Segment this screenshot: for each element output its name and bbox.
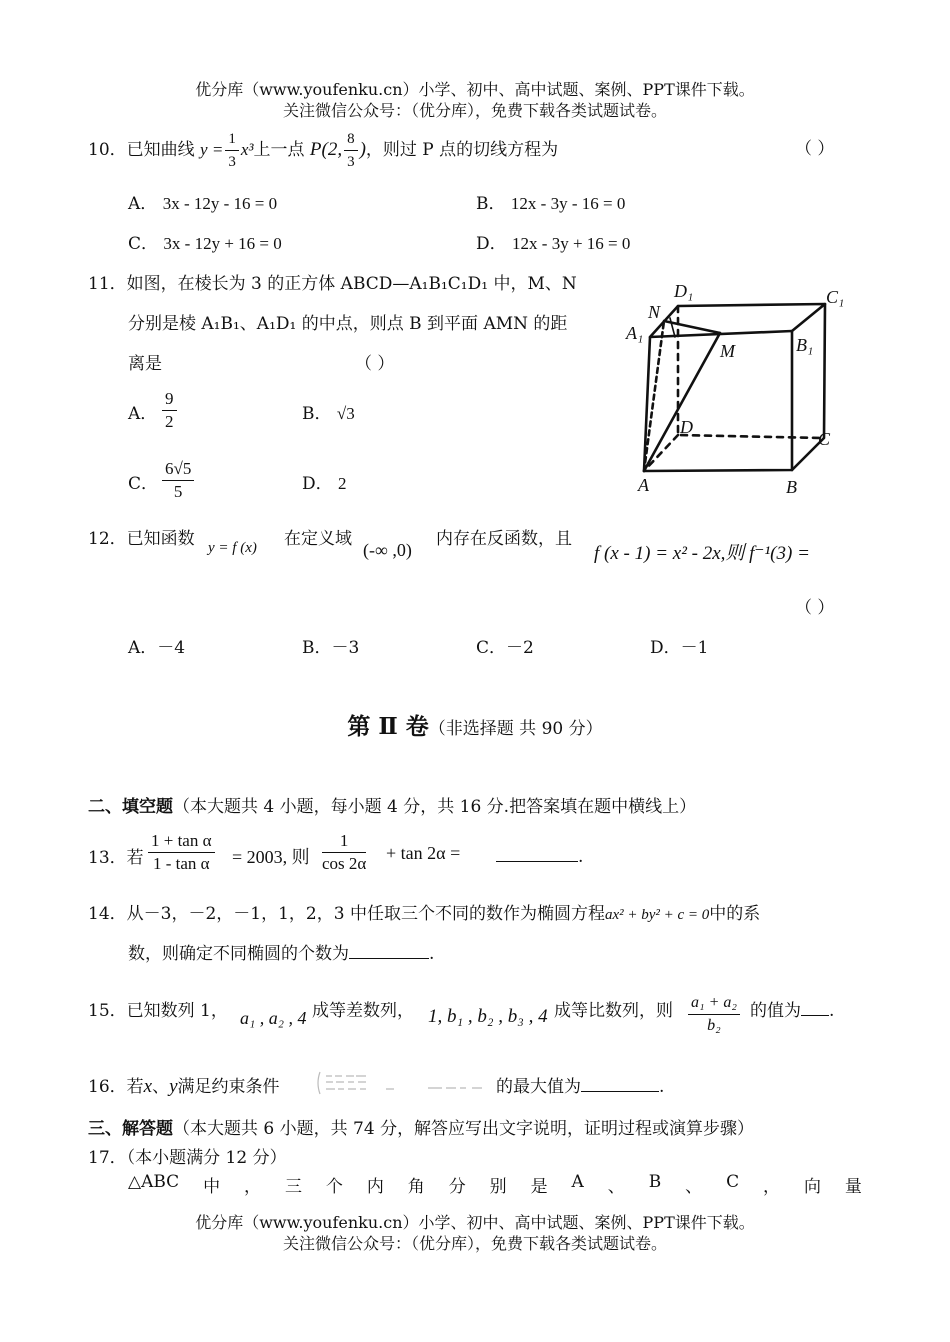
answer-paren: （ ） — [355, 354, 395, 374]
header-line-2: 关注微信公众号：（优分库），免费下载各类试题试卷。 — [282, 101, 667, 120]
cube-figure — [620, 275, 860, 500]
garbled-constraint-image — [316, 1070, 496, 1096]
label-b1: B₁ — [796, 335, 814, 355]
question-16-tail: 的最大值为 . — [496, 1072, 664, 1097]
option-c: C． — [128, 474, 159, 494]
question-16-stem: 16．若x、y满足约束条件 — [88, 1076, 280, 1097]
footer-line-2: 关注微信公众号：（优分库），免费下载各类试题试卷。 — [282, 1234, 667, 1253]
label-c1: C₁ — [826, 287, 845, 307]
question-13-number: 13．若 — [88, 848, 144, 868]
line-am — [644, 333, 720, 471]
fraction: $\frac{8}{3}$ — [344, 128, 358, 173]
question-17-header: 17．（本小题满分 12 分） — [88, 1148, 287, 1168]
question-15-text-3: 成等比数列，则 — [554, 1001, 673, 1021]
label-a1: A₁ — [626, 323, 644, 343]
question-14-line-1: 14．从－3，－2，－1，1，2，3 中任取三个不同的数作为椭圆方程ax² + by² + c = 0中的系 — [88, 904, 761, 924]
sequence-b: 1, b₁ , b₂ , b₃ , 4 — [428, 1006, 548, 1027]
line-n-tick — [670, 318, 675, 337]
option-d: D．－1 — [650, 638, 709, 658]
option-a: A． — [128, 404, 158, 424]
section-2-heading: 二、填空题（本大题共 4 小题，每小题 4 分，共 16 分.把答案填在题中横线上） — [88, 797, 697, 817]
question-12-stem-a: 12．已知函数 — [88, 529, 195, 549]
option-b: B．－3 — [302, 638, 360, 658]
fraction: $\frac{1}{\cos 2\alpha}$ — [322, 831, 367, 873]
question-15-stem: 15．已知数列 1， — [88, 1001, 228, 1021]
cube-front-face — [644, 331, 792, 471]
fraction: $\frac{9}{2}$ — [160, 388, 179, 433]
label-n: N — [648, 302, 661, 322]
equation-middle: = 2003, 则 — [232, 847, 310, 867]
label-b: B — [786, 477, 797, 497]
question-15-text-4: 的值为 . — [750, 996, 834, 1021]
fraction: $\frac{1}{3}$ — [225, 128, 239, 173]
option-c: C． 3x - 12y + 16 = 0 — [128, 234, 282, 254]
answer-blank[interactable]: . — [496, 843, 583, 867]
question-12-stem-b: 在定义域 — [284, 529, 352, 549]
question-11-line-2: 分别是棱 A₁B₁、A₁D₁ 的中点，则点 B 到平面 AMN 的距 — [128, 314, 568, 334]
fraction: $\frac{\text{a₁ + a₂}}{\text{b₂}}$ — [686, 992, 742, 1037]
option-b: B． √3 — [302, 404, 355, 424]
option-a: A． 3x - 12y - 16 = 0 — [128, 194, 278, 214]
fraction: $\frac{\text{1 + tan α}}{\text{1 - tan α}}$ — [146, 830, 217, 875]
question-12-stem-c: 内存在反函数，且 — [436, 529, 572, 549]
fraction: $\frac{6√5}{5}$ — [160, 458, 196, 503]
condition-expression: f (x - 1) = x² - 2x,则 f⁻¹(3) = — [594, 543, 810, 564]
label-c: C — [818, 429, 831, 449]
question-15-text-2: 成等差数列， — [312, 1001, 414, 1021]
label-d: D — [680, 417, 693, 437]
option-d: D． 2 — [302, 474, 347, 494]
option-d: D． 12x - 3y + 16 = 0 — [476, 234, 631, 254]
question-number: 10． — [88, 140, 127, 160]
question-14-line-2: 数，则确定不同椭圆的个数为 . — [128, 939, 434, 964]
label-m: M — [720, 341, 735, 361]
label-d1: D₁ — [674, 281, 694, 301]
question-11-line-3: 离是 — [128, 354, 162, 374]
domain-expression: (-∞ ,0) — [363, 540, 412, 560]
label-a: A — [638, 475, 649, 495]
section-3-heading: 三、解答题（本大题共 6 小题，共 74 分，解答应写出文字说明，证明过程或演算步骤） — [88, 1119, 755, 1139]
part-2-title: 第 Ⅱ 卷（非选择题 共 90 分） — [347, 713, 603, 740]
answer-paren: （ ） — [795, 598, 835, 618]
equation-tail: + tan 2α = — [386, 843, 461, 863]
option-a: A．－4 — [128, 638, 186, 658]
header-line-1: 优分库（www.youfenku.cn）小学、初中、高中试题、案例、PPT课件下载。 — [195, 80, 755, 99]
answer-paren: （ ） — [795, 139, 835, 159]
option-c: C．－2 — [476, 638, 534, 658]
option-b: B． 12x - 3y - 16 = 0 — [476, 194, 626, 214]
sequence-a: a₁ , a₂ , 4 — [240, 1008, 307, 1028]
footer-line-1: 优分库（www.youfenku.cn）小学、初中、高中试题、案例、PPT课件下载。 — [195, 1213, 755, 1232]
question-11-line-1: 11．如图，在棱长为 3 的正方体 ABCD—A₁B₁C₁D₁ 中，M、N — [88, 274, 577, 294]
question-17-line-1: △ABC 中 ， 三 个 内 角 分 别 是 A 、 B 、 C ， 向 量 — [128, 1172, 862, 1197]
question-10-stem: 10．已知曲线 y = $\frac{1}{3}$ x³上一点 P(2, $\frac{8}{3}$ )，则过 P 点的切线方程为 — [88, 128, 558, 173]
function-expression: y = f (x) — [208, 540, 257, 556]
